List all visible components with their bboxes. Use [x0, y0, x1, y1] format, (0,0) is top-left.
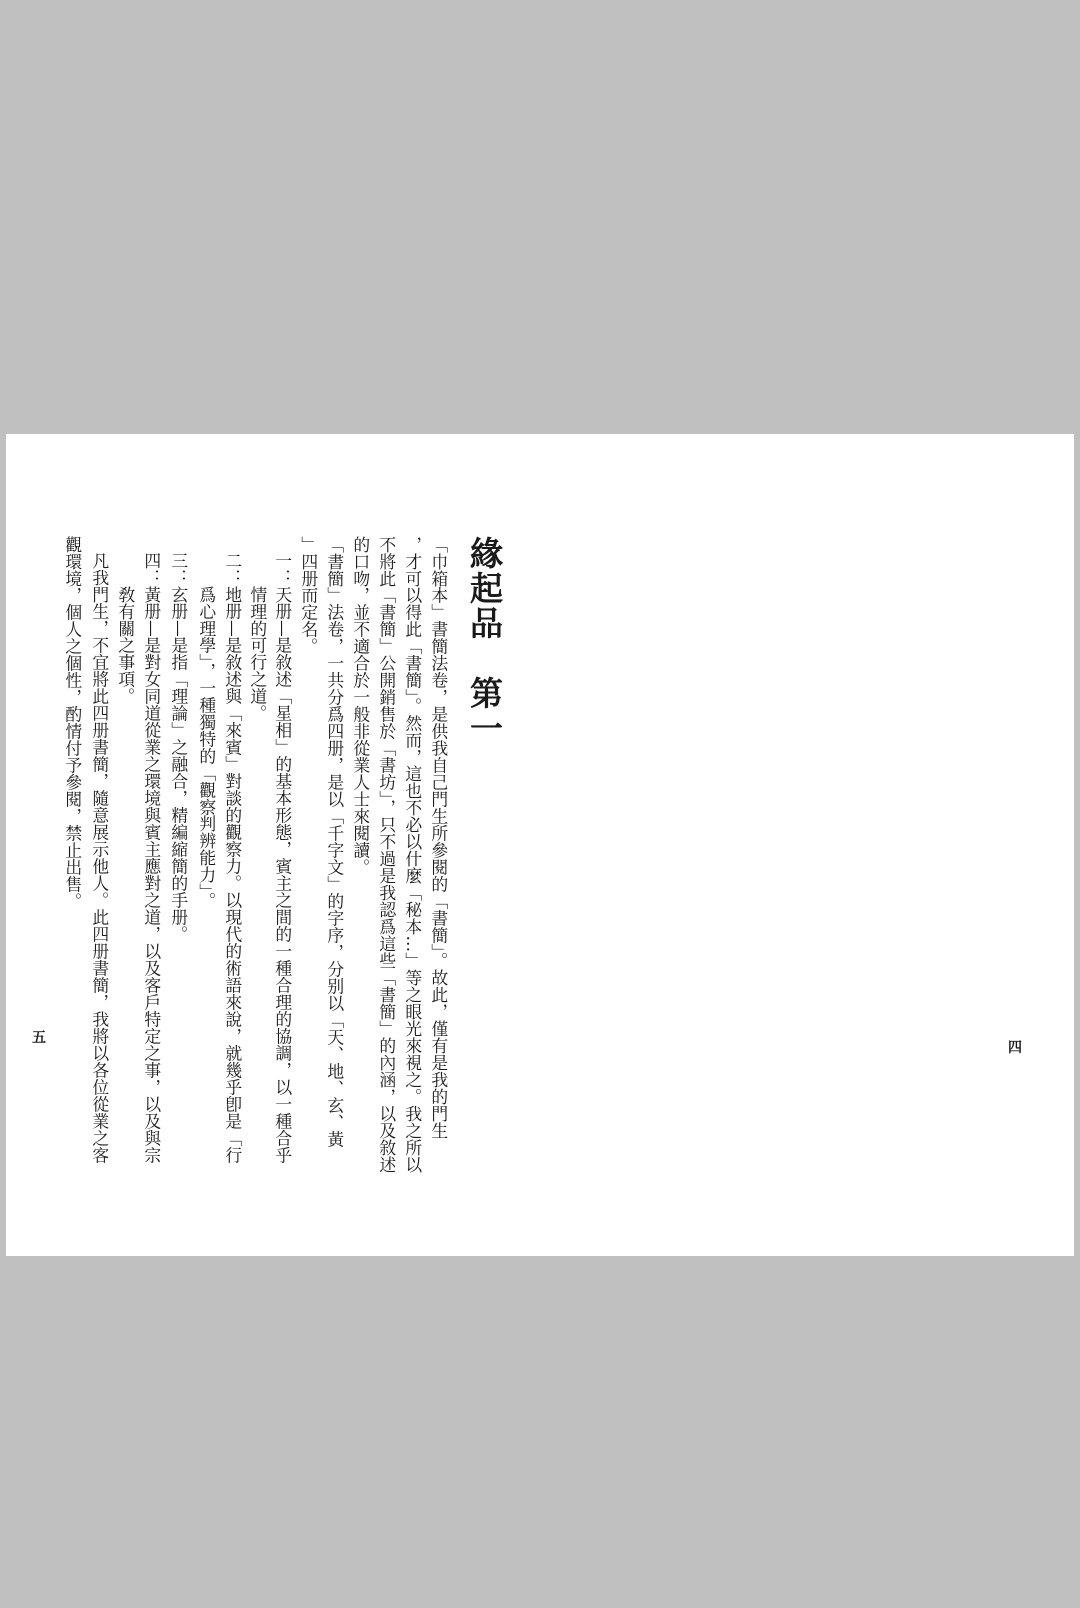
page-number-left: 五	[32, 1030, 46, 1046]
text-column: 觀環境，個人之個性，酌情付予參閱，禁止出售。	[62, 536, 83, 910]
text-column: 的口吻，並不適合於一般非從業人士來閱讀。	[350, 536, 371, 876]
text-column: 爲心理學」，一種獨特的「觀察判辨能力」。	[196, 586, 217, 910]
text-column: 三：玄册—是指「理論」之融合，精編縮簡的手册。	[168, 552, 189, 943]
text-column: 」四册而定名。	[298, 536, 319, 655]
page-number-right: 四	[1008, 1040, 1022, 1056]
text-column: 「巾箱本」書簡法卷，是供我自己門生所參閱的「書簡」。故此，僅有是我的門生	[428, 536, 449, 1140]
text-column: 二：地册—是敘述與「來賓」對談的觀察力。以現代的術語來說，就幾乎卽是「行	[222, 552, 243, 1164]
text-column: 四：黃册—是對女同道從業之環境與賓主應對之道，以及客戶特定之事，以及與宗	[141, 552, 162, 1164]
text-column: 凡我門生，不宜將此四册書簡，隨意展示他人。此四册書簡，我將以各位從業之客	[89, 552, 110, 1164]
text-column: 情理的可行之道。	[247, 586, 268, 722]
text-column: 不將此「書簡」公開銷售於「書坊」，只不過是我認爲這些「書簡」的內涵，以及敘述	[376, 536, 397, 1174]
text-column: 一：天册—是敘述「星相」的基本形態，賓主之間的一種合理的協調，以一種合乎	[272, 552, 293, 1164]
chapter-title: 緣起品 第一	[465, 536, 504, 746]
scanned-page-spread	[6, 434, 1074, 1256]
text-column: ，才可以得此「書簡」。然而，這也不必以什麼「秘本…」等之眼光來視之。我之所以	[402, 536, 423, 1174]
text-column: 「書簡」法卷，一共分爲四册，是以「千字文」的字序，分别以「天、地、玄、黃	[324, 536, 345, 1148]
text-column: 敎有關之事項。	[115, 586, 136, 705]
